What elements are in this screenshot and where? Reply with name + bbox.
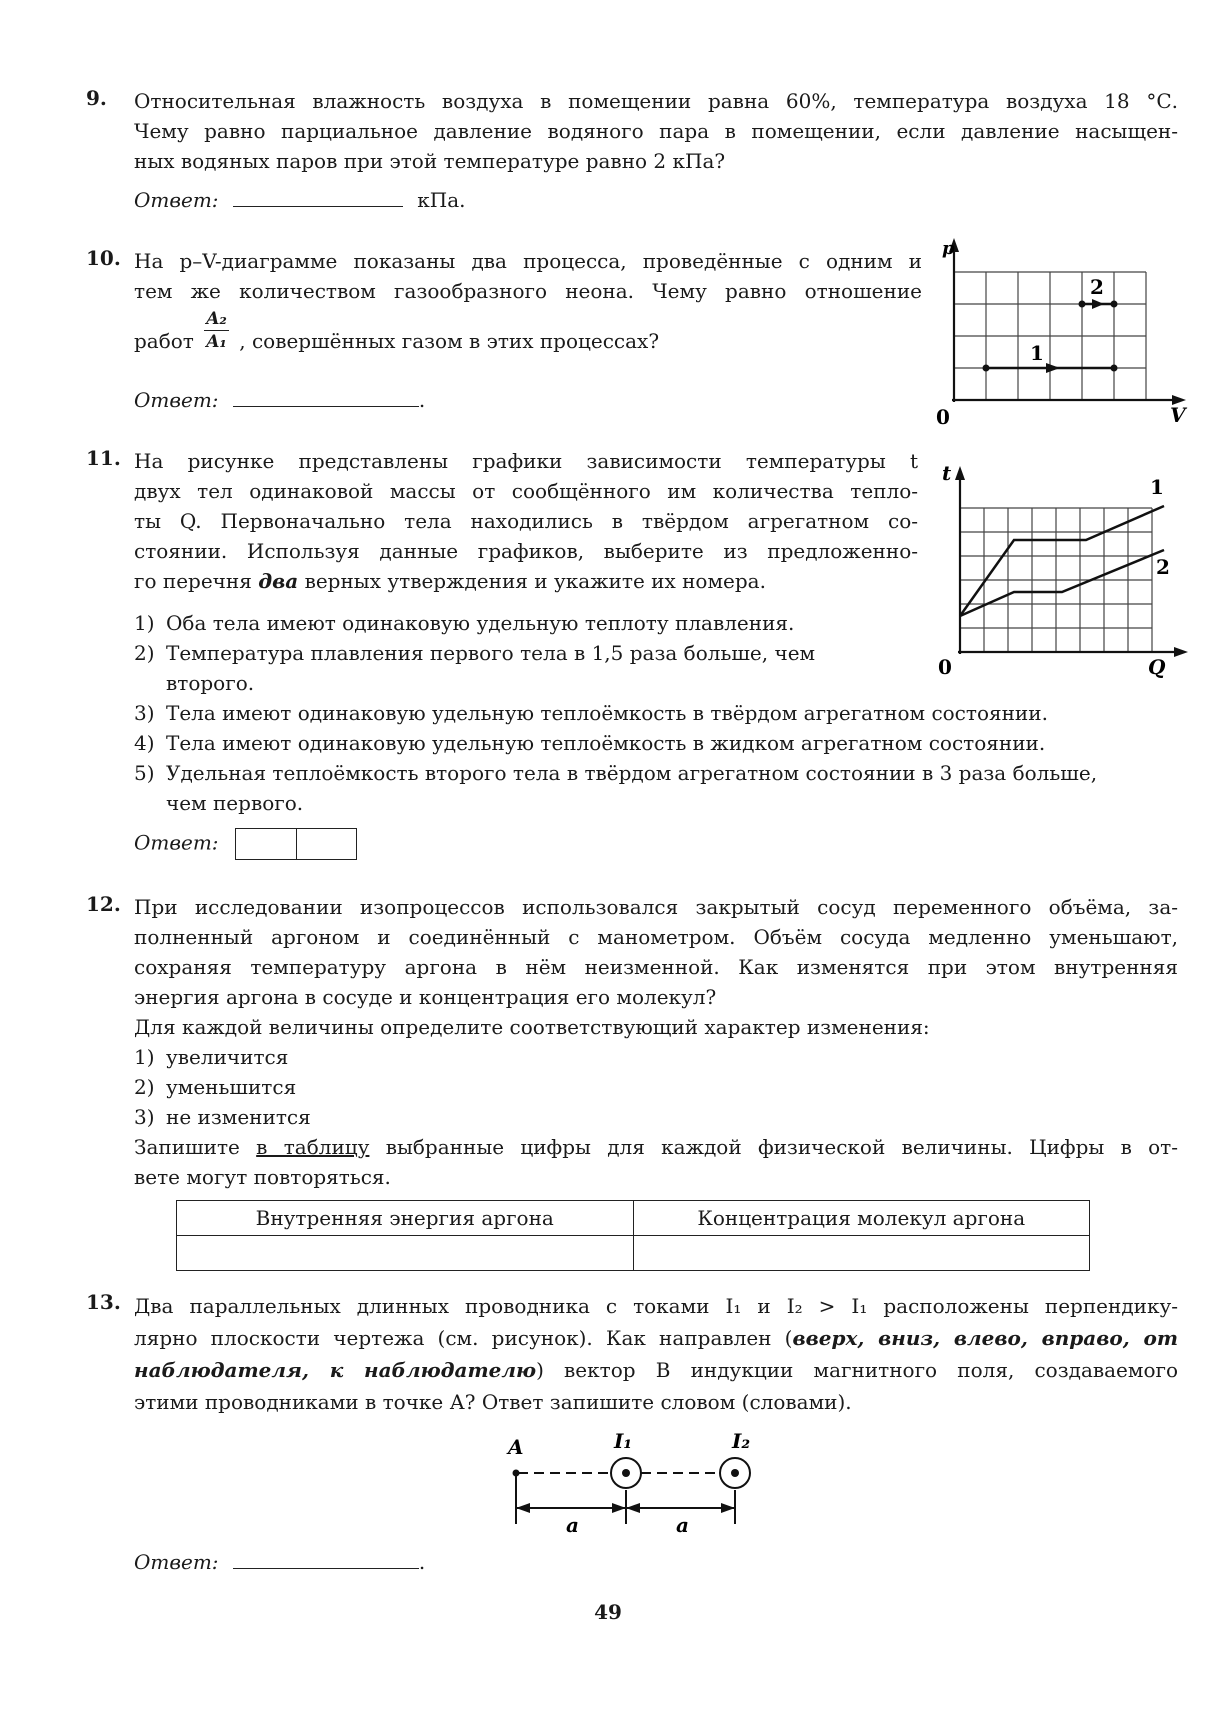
answer-label: Ответ:: [134, 1550, 219, 1574]
text-line: ты Q. Первоначально тела находились в твёрдом агрегатном со-: [134, 509, 918, 533]
emphasis: вверх, вниз, влево, вправо, от: [792, 1326, 1178, 1350]
arrow-icon: [626, 1503, 640, 1513]
text-line: стоянии. Используя данные графиков, выберите из предложенно-: [134, 539, 918, 563]
text-line: При исследовании изопроцессов использовался закрытый сосуд переменного объёма, за-: [134, 895, 1178, 919]
problem-9: [86, 86, 1186, 226]
process-1-label: 1: [1030, 341, 1044, 365]
origin-label: 0: [936, 405, 950, 428]
answer-box[interactable]: [235, 828, 357, 860]
graph-2-label: 2: [1156, 555, 1170, 579]
text-line: ных водяных паров при этой температуре равно 2 кПа?: [134, 149, 726, 173]
underlined-text: в таблицу: [256, 1135, 370, 1159]
wire-2-icon: [720, 1458, 750, 1488]
text-line: На рисунке представлены графики зависимости температуры t: [134, 449, 918, 473]
option-item: второго.: [166, 671, 255, 695]
x-axis-label: V: [1170, 403, 1186, 427]
answer-row: [134, 1550, 425, 1574]
answer-cell[interactable]: [633, 1236, 1090, 1271]
page-number: 49: [594, 1600, 622, 1624]
work-ratio-line: [134, 308, 659, 364]
tq-diagram: [930, 452, 1192, 678]
text-fragment: , совершённых газом в этих процессах?: [239, 329, 660, 353]
process-2: [1079, 274, 1118, 309]
answer-row: [134, 388, 425, 412]
table-header: Концентрация молекул аргона: [633, 1201, 1090, 1236]
option-item: чем первого.: [166, 791, 304, 815]
distance-a-label: a: [676, 1513, 689, 1537]
pv-diagram: [928, 232, 1190, 428]
option-item: 3) Тела имеют одинаковую удельную теплоёмкость в твёрдом агрегатном состоянии.: [134, 701, 1048, 725]
instruction: Для каждой величины определите соответствующий характер изменения:: [134, 1015, 930, 1039]
answer-label: Ответ:: [134, 830, 219, 855]
answer-blank[interactable]: [233, 1568, 419, 1569]
arrow-icon: [612, 1503, 626, 1513]
arrow-icon: [721, 1503, 735, 1513]
answer-blank[interactable]: [233, 406, 419, 407]
arrow-icon: [516, 1503, 530, 1513]
fraction: [204, 308, 229, 353]
text-line: полненный аргоном и соединённый с манометром. Объём сосуда медленно уменьшают,: [134, 925, 1178, 949]
wires-diagram: [500, 1428, 770, 1538]
text-line: лярно плоскости чертежа (см. рисунок). Как направлен (вверх, вниз, влево, вправо, от: [134, 1326, 1178, 1350]
origin-label: 0: [938, 655, 952, 678]
fraction-numerator: A₂: [206, 309, 227, 329]
text-line: На p–V-диаграмме показаны два процесса, проведённые с одним и: [134, 249, 922, 273]
option-item: 2) Температура плавления первого тела в 1,5 раза больше, чем: [134, 641, 816, 665]
fraction-denominator: A₁: [206, 332, 227, 352]
answer-label: Ответ:: [134, 388, 219, 412]
answer-cell[interactable]: [177, 1236, 634, 1271]
end-dot: .: [418, 1550, 426, 1574]
y-axis-label: p: [942, 238, 955, 259]
graph-line-2: [960, 550, 1164, 616]
grid: [954, 272, 1146, 400]
text-fragment: работ: [134, 329, 194, 353]
answer-table: [176, 1200, 1090, 1271]
current-i2-label: I₂: [732, 1429, 751, 1453]
problem-number: 9.: [86, 86, 107, 110]
answer-label: Ответ:: [134, 188, 219, 212]
text-line: Относительная влажность воздуха в помещении равна 60%, температура воздуха 18 °С.: [134, 89, 1178, 113]
wire-1-icon: [611, 1458, 641, 1488]
text-line: вете могут повторяться.: [134, 1165, 391, 1189]
text-line: этими проводниками в точке А? Ответ запишите словом (словами).: [134, 1390, 852, 1414]
point-a-label: A: [508, 1435, 524, 1459]
option-item: 1) Оба тела имеют одинаковую удельную теплоту плавления.: [134, 611, 795, 635]
current-i1-label: I₁: [614, 1429, 633, 1453]
problem-number: 11.: [86, 446, 121, 470]
x-axis-label: Q: [1148, 655, 1166, 678]
end-dot: .: [418, 388, 426, 412]
text-line: тем же количеством газообразного неона. Чему равно отношение: [134, 279, 922, 303]
option-item: 3) не изменится: [134, 1105, 311, 1129]
table-header: Внутренняя энергия аргона: [177, 1201, 634, 1236]
emphasis: наблюдателя, к наблюдателю: [134, 1358, 537, 1382]
arrow-icon: [1092, 299, 1104, 309]
text-line: Два параллельных длинных проводника с токами I₁ и I₂ > I₁ расположены перпендику-: [134, 1294, 1178, 1318]
text-line: двух тел одинаковой массы от сообщённого им количества тепло-: [134, 479, 918, 503]
arrow-icon: [1046, 363, 1060, 373]
problem-number: 10.: [86, 246, 121, 270]
graph-1-label: 1: [1150, 475, 1164, 499]
x-axis-arrow-icon: [1174, 647, 1188, 657]
text-line: Чему равно парциальное давление водяного пара в помещении, если давление насыщен-: [134, 119, 1178, 143]
y-axis-label: t: [942, 461, 952, 485]
option-item: 2) уменьшится: [134, 1075, 297, 1099]
distance-a-label: a: [566, 1513, 579, 1537]
text-line: наблюдателя, к наблюдателю) вектор B индукции магнитного поля, создаваемого: [134, 1358, 1179, 1382]
text-line: го перечня два верных утверждения и укажите их номера.: [134, 569, 766, 593]
option-item: 1) увеличится: [134, 1045, 289, 1069]
option-item: 4) Тела имеют одинаковую удельную теплоёмкость в жидком агрегатном состоянии.: [134, 731, 1046, 755]
text-line: сохраняя температуру аргона в нём неизменной. Как изменятся при этом внутренняя: [134, 955, 1178, 979]
process-2-label: 2: [1090, 275, 1104, 299]
emphasis: два: [258, 569, 299, 593]
answer-row: [134, 828, 357, 860]
y-axis-arrow-icon: [955, 466, 965, 480]
answer-row: [134, 188, 466, 212]
option-item: 5) Удельная теплоёмкость второго тела в твёрдом агрегатном состоянии в 3 раза больше,: [134, 761, 1098, 785]
text-line: энергия аргона в сосуде и концентрация его молекул?: [134, 985, 717, 1009]
problem-number: 13.: [86, 1290, 121, 1314]
axes: [958, 474, 1180, 654]
answer-unit: кПа.: [417, 188, 466, 212]
problem-number: 12.: [86, 892, 121, 916]
answer-blank[interactable]: [233, 206, 403, 207]
text-line: Запишите в таблицу выбранные цифры для каждой физической величины. Цифры в от-: [134, 1135, 1179, 1159]
graph-line-1: [960, 506, 1164, 616]
grid: [960, 508, 1152, 652]
